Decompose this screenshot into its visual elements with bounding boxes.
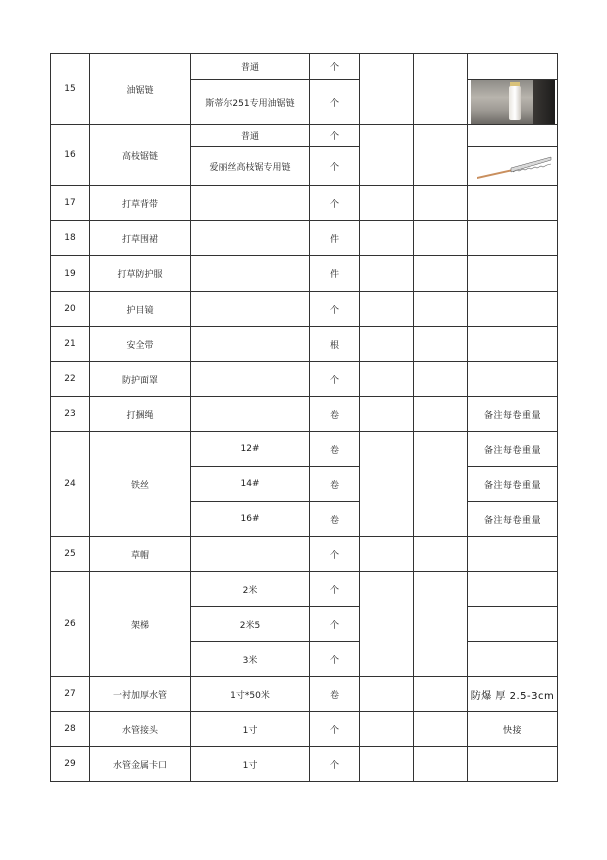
table-row	[51, 537, 558, 572]
table-row	[51, 292, 558, 327]
table-row	[51, 327, 558, 362]
item-spec: 2米	[191, 572, 310, 607]
price-cell	[414, 292, 468, 327]
row-number: 19	[51, 256, 90, 292]
item-name: 一衬加厚水管	[90, 677, 191, 712]
note-cell	[468, 54, 558, 80]
quantity-cell	[360, 54, 414, 125]
item-unit: 个	[310, 747, 360, 782]
item-name: 架梯	[90, 572, 191, 677]
price-cell	[414, 677, 468, 712]
item-spec: 斯蒂尔251专用油锯链	[191, 80, 310, 125]
table-row	[51, 186, 558, 221]
row-number: 16	[51, 125, 90, 186]
item-spec: 3米	[191, 642, 310, 677]
item-spec: 普通	[191, 54, 310, 80]
item-name: 铁丝	[90, 432, 191, 537]
item-spec	[191, 327, 310, 362]
price-cell	[414, 54, 468, 125]
price-cell	[414, 432, 468, 537]
table-row	[51, 432, 558, 467]
item-unit: 个	[310, 572, 360, 607]
price-cell	[414, 537, 468, 572]
price-cell	[414, 327, 468, 362]
item-spec: 16#	[191, 502, 310, 537]
item-spec: 1寸*50米	[191, 677, 310, 712]
pruning-saw-photo	[473, 151, 553, 181]
item-spec: 普通	[191, 125, 310, 147]
item-spec	[191, 397, 310, 432]
item-name: 打草围裙	[90, 221, 191, 256]
item-unit: 个	[310, 642, 360, 677]
price-cell	[414, 362, 468, 397]
item-name: 打草背带	[90, 186, 191, 221]
item-name: 油锯链	[90, 54, 191, 125]
price-cell	[414, 572, 468, 677]
materials-table	[50, 53, 558, 782]
note-cell	[468, 362, 558, 397]
note-cell	[468, 221, 558, 256]
product-image-cell	[468, 80, 558, 125]
row-number: 27	[51, 677, 90, 712]
item-spec: 1寸	[191, 712, 310, 747]
price-cell	[414, 256, 468, 292]
item-spec	[191, 186, 310, 221]
note-cell	[468, 607, 558, 642]
row-number: 25	[51, 537, 90, 572]
table-row	[51, 572, 558, 607]
item-name: 水管金属卡口	[90, 747, 191, 782]
item-name: 护目镜	[90, 292, 191, 327]
item-unit: 个	[310, 54, 360, 80]
note-cell	[468, 327, 558, 362]
table-row	[51, 54, 558, 80]
quantity-cell	[360, 256, 414, 292]
note-cell: 防爆 厚 2.5-3cm	[468, 677, 558, 712]
item-unit: 件	[310, 256, 360, 292]
item-unit: 卷	[310, 467, 360, 502]
note-cell: 备注每卷重量	[468, 397, 558, 432]
item-unit: 个	[310, 292, 360, 327]
item-spec	[191, 292, 310, 327]
quantity-cell	[360, 327, 414, 362]
quantity-cell	[360, 572, 414, 677]
quantity-cell	[360, 537, 414, 572]
item-name: 水管接头	[90, 712, 191, 747]
item-spec: 14#	[191, 467, 310, 502]
note-cell: 备注每卷重量	[468, 467, 558, 502]
note-cell: 备注每卷重量	[468, 502, 558, 537]
product-image-cell	[468, 147, 558, 186]
item-unit: 卷	[310, 677, 360, 712]
note-cell	[468, 292, 558, 327]
table-row	[51, 221, 558, 256]
table-row	[51, 256, 558, 292]
quantity-cell	[360, 397, 414, 432]
quantity-cell	[360, 292, 414, 327]
item-spec: 2米5	[191, 607, 310, 642]
table-row	[51, 677, 558, 712]
quantity-cell	[360, 186, 414, 221]
item-unit: 件	[310, 221, 360, 256]
item-spec: 爱丽丝高枝锯专用链	[191, 147, 310, 186]
row-number: 15	[51, 54, 90, 125]
quantity-cell	[360, 677, 414, 712]
price-cell	[414, 221, 468, 256]
quantity-cell	[360, 221, 414, 256]
quantity-cell	[360, 712, 414, 747]
item-name: 打草防护服	[90, 256, 191, 292]
quantity-cell	[360, 362, 414, 397]
row-number: 20	[51, 292, 90, 327]
row-number: 22	[51, 362, 90, 397]
table-row	[51, 125, 558, 147]
quantity-cell	[360, 125, 414, 186]
table-row	[51, 747, 558, 782]
item-name: 防护面罩	[90, 362, 191, 397]
table-row	[51, 397, 558, 432]
item-spec: 12#	[191, 432, 310, 467]
row-number: 26	[51, 572, 90, 677]
item-spec	[191, 221, 310, 256]
item-spec	[191, 362, 310, 397]
item-unit: 个	[310, 712, 360, 747]
row-number: 29	[51, 747, 90, 782]
row-number: 28	[51, 712, 90, 747]
note-cell: 备注每卷重量	[468, 432, 558, 467]
chainsaw-oil-photo	[471, 80, 555, 124]
price-cell	[414, 186, 468, 221]
row-number: 18	[51, 221, 90, 256]
note-cell	[468, 256, 558, 292]
item-unit: 个	[310, 607, 360, 642]
item-unit: 卷	[310, 397, 360, 432]
item-name: 高枝锯链	[90, 125, 191, 186]
row-number: 17	[51, 186, 90, 221]
note-cell	[468, 747, 558, 782]
row-number: 21	[51, 327, 90, 362]
price-cell	[414, 125, 468, 186]
table-row	[51, 362, 558, 397]
note-cell	[468, 125, 558, 147]
note-cell	[468, 572, 558, 607]
item-unit: 个	[310, 537, 360, 572]
item-unit: 个	[310, 362, 360, 397]
note-cell: 快接	[468, 712, 558, 747]
note-cell	[468, 537, 558, 572]
note-cell	[468, 642, 558, 677]
quantity-cell	[360, 432, 414, 537]
price-cell	[414, 397, 468, 432]
item-name: 草帽	[90, 537, 191, 572]
row-number: 24	[51, 432, 90, 537]
price-cell	[414, 747, 468, 782]
item-name: 安全带	[90, 327, 191, 362]
item-unit: 个	[310, 147, 360, 186]
item-unit: 个	[310, 125, 360, 147]
item-unit: 个	[310, 80, 360, 125]
row-number: 23	[51, 397, 90, 432]
note-cell	[468, 186, 558, 221]
item-unit: 卷	[310, 502, 360, 537]
item-unit: 个	[310, 186, 360, 221]
item-spec	[191, 256, 310, 292]
item-spec	[191, 537, 310, 572]
quantity-cell	[360, 747, 414, 782]
table-row	[51, 712, 558, 747]
item-unit: 根	[310, 327, 360, 362]
price-cell	[414, 712, 468, 747]
item-name: 打捆绳	[90, 397, 191, 432]
item-unit: 卷	[310, 432, 360, 467]
item-spec: 1寸	[191, 747, 310, 782]
